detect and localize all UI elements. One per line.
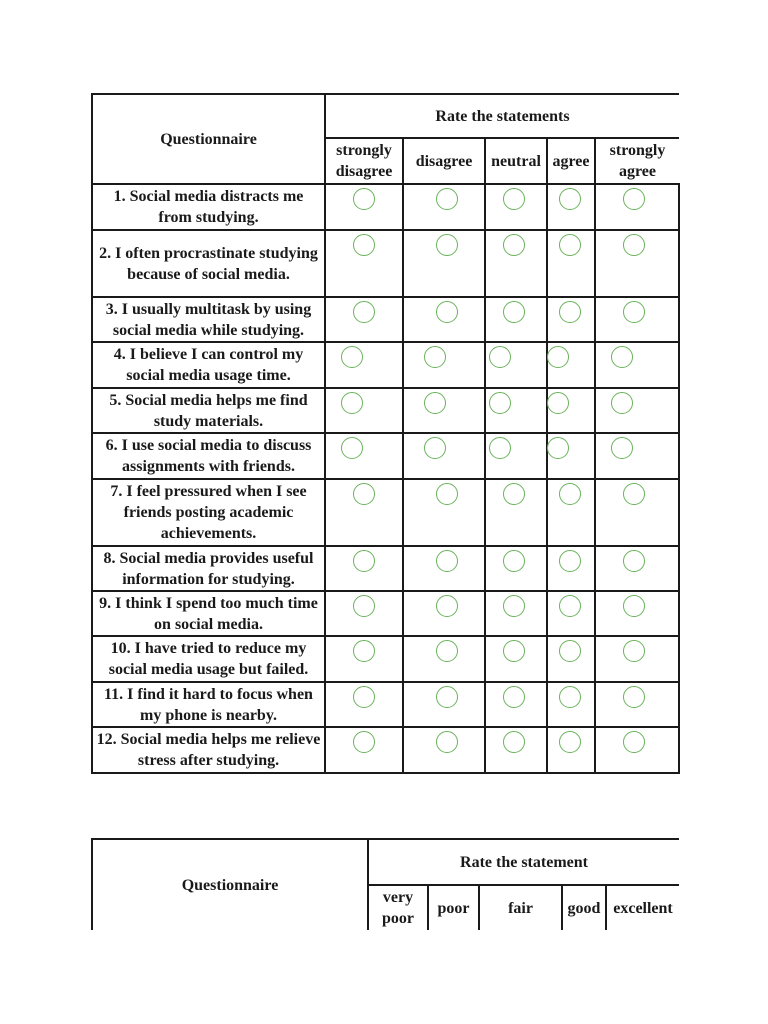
- response-cell: [403, 479, 485, 546]
- response-cell: [595, 727, 679, 773]
- radio-strongly-disagree[interactable]: [353, 595, 375, 617]
- rate-header: Rate the statements: [325, 94, 679, 138]
- response-cell: [595, 297, 679, 342]
- radio-strongly-agree[interactable]: [623, 595, 645, 617]
- response-cell: [485, 546, 547, 591]
- option-header-poor: poor: [428, 885, 479, 930]
- table-row: [92, 184, 679, 230]
- response-cell: [403, 297, 485, 342]
- response-cell: [547, 297, 595, 342]
- response-cell: [547, 591, 595, 636]
- radio-agree[interactable]: [559, 234, 581, 256]
- radio-strongly-disagree[interactable]: [353, 550, 375, 572]
- rate-header-2: Rate the statement: [368, 839, 679, 885]
- radio-agree[interactable]: [559, 595, 581, 617]
- option-header-strongly-disagree: strongly disagree: [325, 138, 403, 184]
- response-cell: [547, 546, 595, 591]
- response-cell: [325, 636, 403, 682]
- option-header-neutral: neutral: [485, 138, 547, 184]
- response-cell: [547, 388, 595, 433]
- response-cell: [485, 297, 547, 342]
- response-cell: [595, 636, 679, 682]
- response-cell: [403, 682, 485, 727]
- response-cell: [595, 342, 679, 388]
- radio-strongly-agree[interactable]: [623, 483, 645, 505]
- option-header-good: good: [562, 885, 606, 930]
- radio-disagree[interactable]: [436, 234, 458, 256]
- question-text: 4. I believe I can control my social media usage time.: [92, 342, 325, 388]
- response-cell: [595, 433, 679, 479]
- radio-disagree[interactable]: [436, 550, 458, 572]
- response-cell: [403, 546, 485, 591]
- response-cell: [485, 727, 547, 773]
- response-cell: [325, 297, 403, 342]
- response-cell: [403, 727, 485, 773]
- question-text: 10. I have tried to reduce my social media usage but failed.: [92, 636, 325, 682]
- radio-strongly-disagree[interactable]: [353, 188, 375, 210]
- response-cell: [403, 636, 485, 682]
- radio-disagree[interactable]: [436, 595, 458, 617]
- radio-neutral[interactable]: [503, 301, 525, 323]
- response-cell: [403, 342, 485, 388]
- radio-strongly-disagree[interactable]: [353, 731, 375, 753]
- response-cell: [595, 388, 679, 433]
- radio-agree[interactable]: [559, 550, 581, 572]
- option-header-strongly-agree: strongly agree: [595, 138, 679, 184]
- radio-neutral[interactable]: [503, 188, 525, 210]
- question-text: 5. Social media helps me find study materials.: [92, 388, 325, 433]
- response-cell: [547, 727, 595, 773]
- response-cell: [547, 433, 595, 479]
- radio-agree[interactable]: [547, 346, 569, 368]
- response-cell: [325, 727, 403, 773]
- radio-strongly-agree[interactable]: [623, 234, 645, 256]
- response-cell: [485, 230, 547, 297]
- radio-agree[interactable]: [559, 640, 581, 662]
- radio-neutral[interactable]: [489, 346, 511, 368]
- radio-agree[interactable]: [547, 437, 569, 459]
- radio-disagree[interactable]: [436, 188, 458, 210]
- response-cell: [485, 342, 547, 388]
- question-text: 7. I feel pressured when I see friends posting academic achievements.: [92, 479, 325, 546]
- radio-disagree[interactable]: [436, 686, 458, 708]
- radio-agree[interactable]: [559, 686, 581, 708]
- response-cell: [595, 682, 679, 727]
- response-cell: [325, 388, 403, 433]
- questionnaire-header: Questionnaire: [92, 94, 325, 184]
- response-cell: [403, 433, 485, 479]
- radio-neutral[interactable]: [503, 640, 525, 662]
- response-cell: [325, 230, 403, 297]
- radio-strongly-disagree[interactable]: [353, 234, 375, 256]
- question-text: 9. I think I spend too much time on social media.: [92, 591, 325, 636]
- response-cell: [485, 682, 547, 727]
- response-cell: [485, 479, 547, 546]
- radio-strongly-agree[interactable]: [623, 731, 645, 753]
- radio-strongly-disagree[interactable]: [353, 640, 375, 662]
- radio-strongly-disagree[interactable]: [341, 346, 363, 368]
- response-cell: [595, 479, 679, 546]
- response-cell: [547, 682, 595, 727]
- option-header-excellent: excellent: [606, 885, 679, 930]
- radio-strongly-agree[interactable]: [623, 640, 645, 662]
- radio-strongly-agree[interactable]: [623, 550, 645, 572]
- radio-agree[interactable]: [559, 483, 581, 505]
- questionnaire-header-2: Questionnaire: [92, 839, 368, 930]
- table-row: [92, 297, 679, 342]
- response-cell: [547, 636, 595, 682]
- radio-strongly-agree[interactable]: [611, 346, 633, 368]
- response-cell: [325, 479, 403, 546]
- radio-strongly-disagree[interactable]: [353, 301, 375, 323]
- radio-neutral[interactable]: [503, 550, 525, 572]
- radio-strongly-agree[interactable]: [623, 301, 645, 323]
- radio-neutral[interactable]: [503, 686, 525, 708]
- response-cell: [485, 388, 547, 433]
- radio-disagree[interactable]: [436, 640, 458, 662]
- radio-strongly-agree[interactable]: [623, 686, 645, 708]
- radio-disagree[interactable]: [436, 301, 458, 323]
- response-cell: [595, 591, 679, 636]
- option-header-fair: fair: [479, 885, 562, 930]
- radio-agree[interactable]: [559, 188, 581, 210]
- question-text: 2. I often procrastinate studying because of social media.: [92, 230, 325, 297]
- radio-strongly-disagree[interactable]: [341, 392, 363, 414]
- radio-neutral[interactable]: [503, 234, 525, 256]
- option-header-very-poor: very poor: [368, 885, 428, 930]
- radio-neutral[interactable]: [503, 731, 525, 753]
- response-cell: [325, 433, 403, 479]
- radio-neutral[interactable]: [503, 595, 525, 617]
- radio-strongly-agree[interactable]: [611, 437, 633, 459]
- table-row: [92, 727, 679, 773]
- response-cell: [547, 184, 595, 230]
- table-row: [92, 682, 679, 727]
- response-cell: [547, 230, 595, 297]
- radio-strongly-disagree[interactable]: [353, 483, 375, 505]
- radio-agree[interactable]: [547, 392, 569, 414]
- table-row: [92, 433, 679, 479]
- response-cell: [485, 433, 547, 479]
- question-text: 6. I use social media to discuss assignments with friends.: [92, 433, 325, 479]
- response-cell: [595, 184, 679, 230]
- radio-disagree[interactable]: [424, 392, 446, 414]
- response-cell: [485, 591, 547, 636]
- radio-agree[interactable]: [559, 301, 581, 323]
- option-header-disagree: disagree: [403, 138, 485, 184]
- question-text: 3. I usually multitask by using social media while studying.: [92, 297, 325, 342]
- response-cell: [325, 342, 403, 388]
- response-cell: [485, 636, 547, 682]
- radio-disagree[interactable]: [424, 346, 446, 368]
- question-text: 11. I find it hard to focus when my phone is nearby.: [92, 682, 325, 727]
- table-row: [92, 546, 679, 591]
- radio-neutral[interactable]: [489, 437, 511, 459]
- response-cell: [403, 230, 485, 297]
- radio-agree[interactable]: [559, 731, 581, 753]
- response-cell: [403, 591, 485, 636]
- response-cell: [547, 342, 595, 388]
- table-row: [92, 230, 679, 297]
- table-row: [92, 636, 679, 682]
- table-row: [92, 388, 679, 433]
- radio-strongly-agree[interactable]: [611, 392, 633, 414]
- table-row: [92, 342, 679, 388]
- question-text: 12. Social media helps me relieve stress after studying.: [92, 727, 325, 773]
- response-cell: [403, 388, 485, 433]
- radio-disagree[interactable]: [436, 483, 458, 505]
- response-cell: [325, 184, 403, 230]
- response-cell: [485, 184, 547, 230]
- table-row: [92, 591, 679, 636]
- response-cell: [325, 546, 403, 591]
- response-cell: [325, 682, 403, 727]
- radio-disagree[interactable]: [424, 437, 446, 459]
- question-text: 1. Social media distracts me from studying.: [92, 184, 325, 230]
- survey-table-agreement: [91, 93, 680, 774]
- question-text: 8. Social media provides useful information for studying.: [92, 546, 325, 591]
- response-cell: [325, 591, 403, 636]
- response-cell: [595, 230, 679, 297]
- option-header-agree: agree: [547, 138, 595, 184]
- radio-neutral[interactable]: [489, 392, 511, 414]
- response-cell: [547, 479, 595, 546]
- radio-strongly-agree[interactable]: [623, 188, 645, 210]
- radio-disagree[interactable]: [436, 731, 458, 753]
- response-cell: [403, 184, 485, 230]
- radio-neutral[interactable]: [503, 483, 525, 505]
- response-cell: [595, 546, 679, 591]
- radio-strongly-disagree[interactable]: [341, 437, 363, 459]
- table-row: [92, 479, 679, 546]
- radio-strongly-disagree[interactable]: [353, 686, 375, 708]
- survey-table-rating: [91, 838, 679, 930]
